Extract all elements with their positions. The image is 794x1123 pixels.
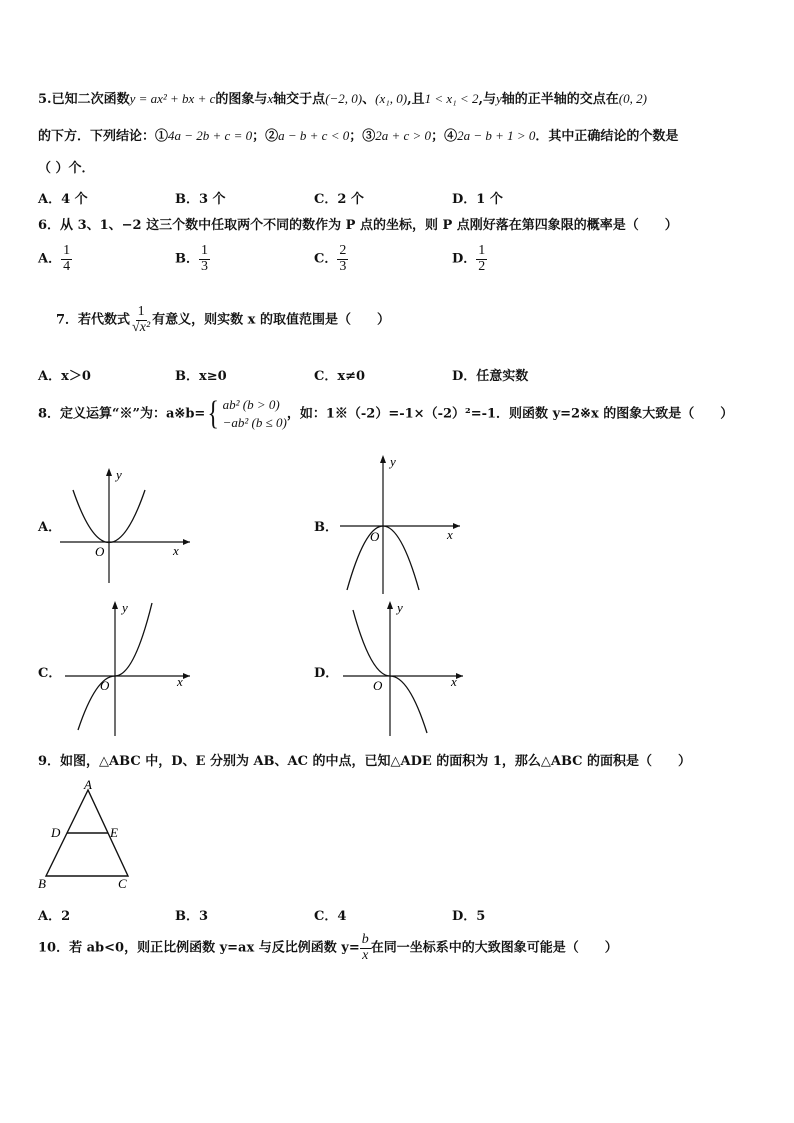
q5-option-d[interactable]: D．1 个 <box>452 192 503 207</box>
piecewise-definition: { ab² (b > 0) −ab² (b ≤ 0) <box>207 395 287 433</box>
svg-text:y: y <box>122 600 128 615</box>
q8-option-d-label[interactable]: D． <box>314 666 339 681</box>
q6-option-b[interactable]: B． $\frac{1}{3}$ <box>175 243 208 274</box>
svg-text:A: A <box>84 778 92 792</box>
fraction: $\frac{1}{2}$ <box>478 243 486 274</box>
q8-option-b-label[interactable]: B． <box>314 520 338 535</box>
svg-text:x: x <box>451 674 457 689</box>
fraction: $\frac{1}{\text{√x²}}$ <box>132 304 151 335</box>
svg-text:x: x <box>173 543 179 558</box>
q7-option-c[interactable]: C．x≠0 <box>314 369 366 384</box>
fraction: $\frac{2}{3}$ <box>339 243 347 274</box>
q9-option-b[interactable]: B．3 <box>175 909 209 924</box>
q8-option-c-label[interactable]: C． <box>38 666 62 681</box>
q5-line-2: 的下方．下列结论：①4a − 2b + c = 0；②a − b + c < 0；③2a + c > 0；④2a − b + 1 > 0．其中正确结论的个数是 <box>38 128 679 144</box>
q5-line-1: 5.已知二次函数y = ax² + bx + c的图象与x轴交于点(−2, 0)、(x₁, 0),且1 < x₁ < 2,与y轴的正半轴的交点在(0, 2) <box>38 91 647 107</box>
q9-option-c[interactable]: C．4 <box>314 909 347 924</box>
q9-option-d[interactable]: D．5 <box>452 909 486 924</box>
q6-stem: 6．从 3、1、−2 这三个数中任取两个不同的数作为 P 点的坐标，则 P 点刚好落在第四象限的概率是（ ） <box>38 218 678 233</box>
q5-option-b[interactable]: B．3 个 <box>175 192 226 207</box>
svg-text:y: y <box>116 467 122 482</box>
q9-stem: 9．如图，△ABC 中，D、E 分别为 AB、AC 的中点，已知△ADE 的面积为 1，那么△ABC 的面积是（ ） <box>38 754 692 769</box>
q8-stem: 8．定义运算“※”为：a※b= { ab² (b > 0) −ab² (b ≤ 0) ，如：1※（-2）=-1×（-2）²=-1．则函数 y=2※x 的图象大致是（ ） <box>38 395 734 433</box>
q7-option-d[interactable]: D．任意实数 <box>452 369 529 384</box>
svg-text:O: O <box>95 544 105 559</box>
svg-text:O: O <box>373 678 383 693</box>
svg-text:O: O <box>100 678 110 693</box>
q5-function: y = ax² + bx + c <box>129 91 216 106</box>
q8-graph-a[interactable] <box>55 465 200 585</box>
q10-stem: 10．若 ab<0，则正比例函数 y=ax 与反比例函数 y= $\frac{b}{x}$ 在同一坐标系中的大致图象可能是（ ） <box>38 932 618 963</box>
q8-graph-c[interactable] <box>60 598 200 738</box>
svg-text:y: y <box>397 600 403 615</box>
q7-option-b[interactable]: B．x≥0 <box>175 369 227 384</box>
svg-text:B: B <box>38 876 46 891</box>
q5-line-3: （ ）个． <box>38 161 95 176</box>
q8-graph-b[interactable] <box>335 452 470 597</box>
svg-text:x: x <box>447 527 453 542</box>
svg-text:y: y <box>390 454 396 469</box>
svg-text:E: E <box>110 825 118 840</box>
q7-option-a[interactable]: A．x＞0 <box>38 369 91 384</box>
q6-option-d[interactable]: D． $\frac{1}{2}$ <box>452 243 486 274</box>
fraction: $\frac{1}{3}$ <box>201 243 208 274</box>
q8-option-a-label[interactable]: A． <box>38 520 62 535</box>
svg-text:D: D <box>51 825 61 840</box>
q7-stem: 7．若代数式 $\frac{1}{\text{√x²}}$ 有意义，则实数 x 的取值范围是（ ） <box>56 304 390 335</box>
q6-option-a[interactable]: A． $\frac{1}{4}$ <box>38 243 71 274</box>
q5-option-c[interactable]: C．2 个 <box>314 192 364 207</box>
svg-text:x: x <box>177 674 183 689</box>
q6-option-c[interactable]: C． $\frac{2}{3}$ <box>314 243 347 274</box>
fraction: $\frac{b}{x}$ <box>361 932 369 963</box>
svg-text:C: C <box>118 876 127 891</box>
q8-graph-d[interactable] <box>338 598 473 738</box>
q9-option-a[interactable]: A．2 <box>38 909 71 924</box>
q9-triangle-figure <box>34 778 144 893</box>
svg-text:O: O <box>370 529 380 544</box>
q5-option-a[interactable]: A．4 个 <box>38 192 88 207</box>
fraction: $\frac{1}{4}$ <box>63 243 71 274</box>
